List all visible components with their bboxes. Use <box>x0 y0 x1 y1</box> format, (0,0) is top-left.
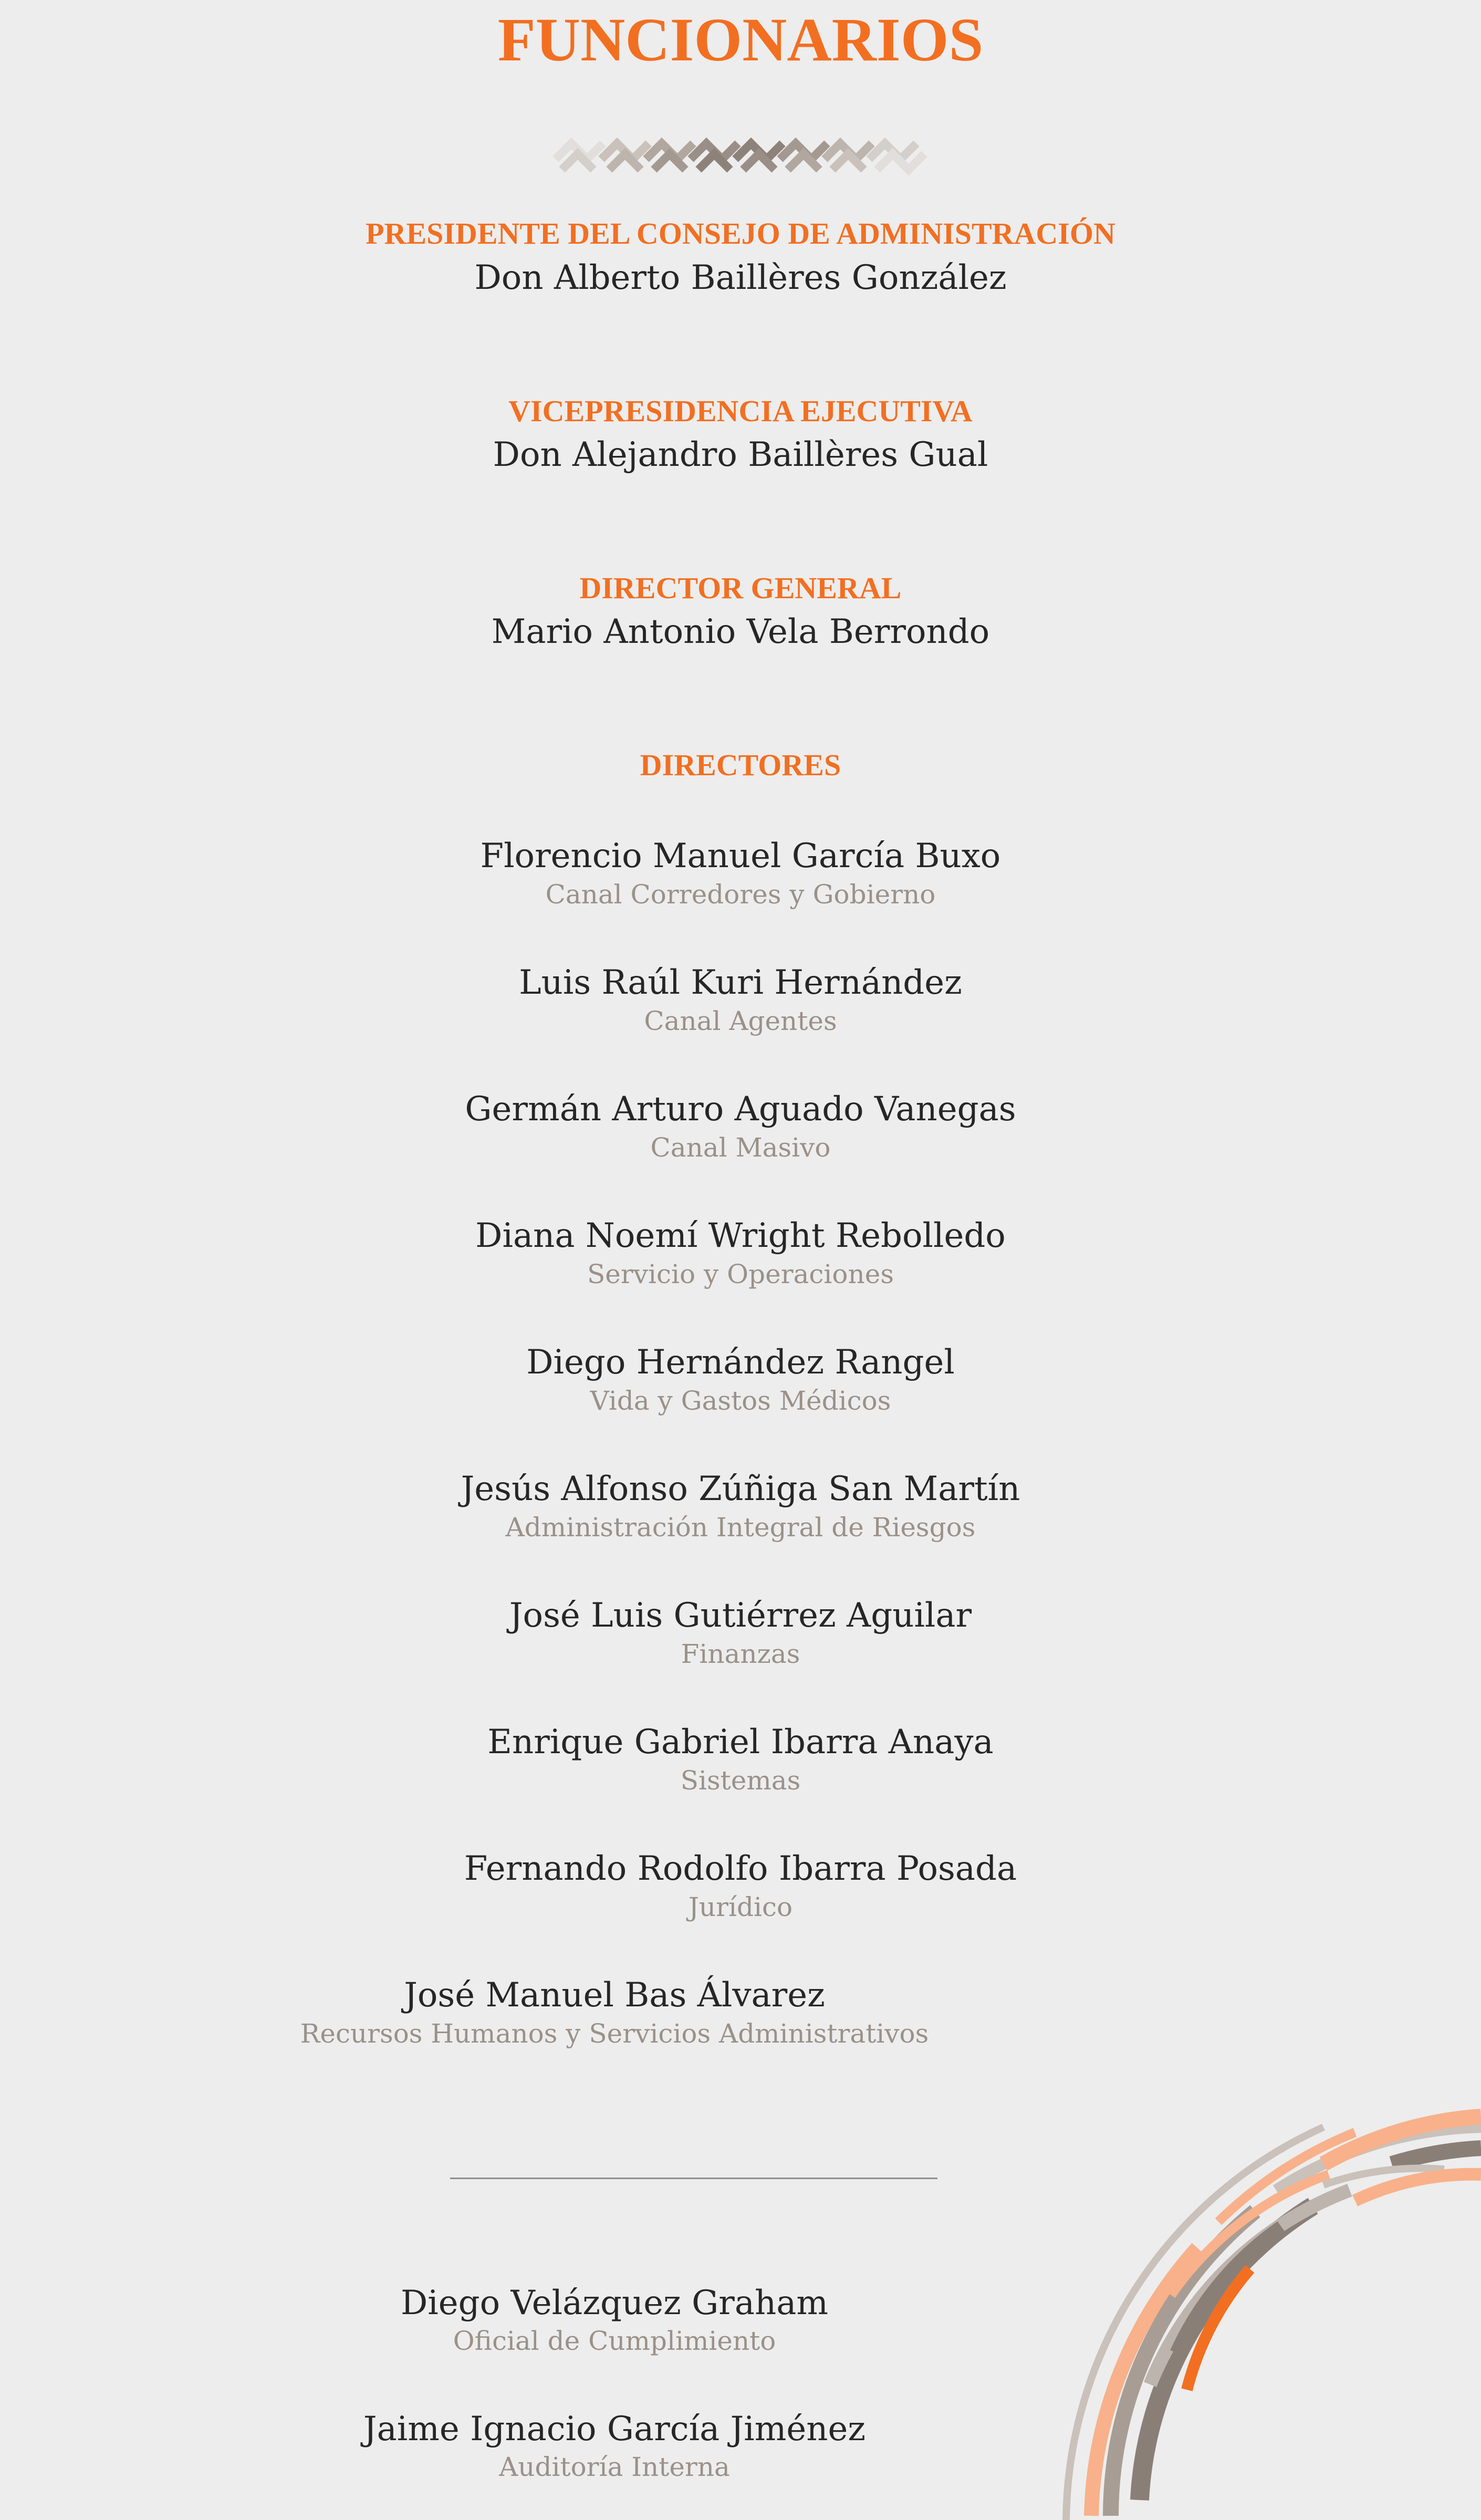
page-title: FUNCIONARIOS <box>497 5 984 74</box>
vice-presidency-name: Don Alejandro Baillères Gual <box>493 435 988 474</box>
director-name: Jesús Alfonso Zúñiga San Martín <box>461 1470 1020 1508</box>
director-role: Sistemas <box>680 1765 801 1796</box>
director-role: Recursos Humanos y Servicios Administrativos <box>300 2018 929 2049</box>
director-name: Luis Raúl Kuri Hernández <box>519 963 962 1002</box>
vice-presidency-heading: VICEPRESIDENCIA EJECUTIVA <box>508 394 973 428</box>
director-name: Diana Noemí Wright Rebolledo <box>475 1216 1006 1255</box>
director-role: Finanzas <box>681 1639 800 1669</box>
director-name: Diego Hernández Rangel <box>526 1343 955 1382</box>
director-name: Germán Arturo Aguado Vanegas <box>465 1090 1016 1129</box>
officer-role: Auditoría Interna <box>499 2452 730 2482</box>
zigzag-ornament <box>551 120 935 178</box>
concentric-arcs-graphic <box>1029 1975 1481 2520</box>
general-director-name: Mario Antonio Vela Berrondo <box>491 612 990 651</box>
section-divider <box>450 2178 937 2179</box>
officer-name: Jaime Ignacio García Jiménez <box>363 2410 866 2449</box>
officer-name: Diego Velázquez Graham <box>400 2284 829 2323</box>
director-role: Canal Agentes <box>644 1006 837 1036</box>
director-name: Florencio Manuel García Buxo <box>480 837 1001 876</box>
director-name: Enrique Gabriel Ibarra Anaya <box>487 1723 994 1762</box>
director-name: José Manuel Bas Álvarez <box>404 1976 825 2015</box>
president-name: Don Alberto Baillères González <box>474 258 1007 297</box>
directors-heading: DIRECTORES <box>640 748 841 782</box>
director-name: José Luis Gutiérrez Aguilar <box>509 1596 972 1635</box>
officer-role: Oficial de Cumplimiento <box>453 2326 776 2356</box>
director-role: Canal Corredores y Gobierno <box>545 879 936 910</box>
director-role: Administración Integral de Riesgos <box>505 1512 976 1543</box>
general-director-heading: DIRECTOR GENERAL <box>579 571 902 605</box>
director-name: Fernando Rodolfo Ibarra Posada <box>464 1849 1017 1888</box>
director-role: Vida y Gastos Médicos <box>590 1386 891 1416</box>
director-role: Servicio y Operaciones <box>587 1259 894 1289</box>
president-heading: PRESIDENTE DEL CONSEJO DE ADMINISTRACIÓN <box>366 216 1115 251</box>
director-role: Canal Masivo <box>650 1132 831 1163</box>
director-role: Jurídico <box>688 1892 793 1922</box>
